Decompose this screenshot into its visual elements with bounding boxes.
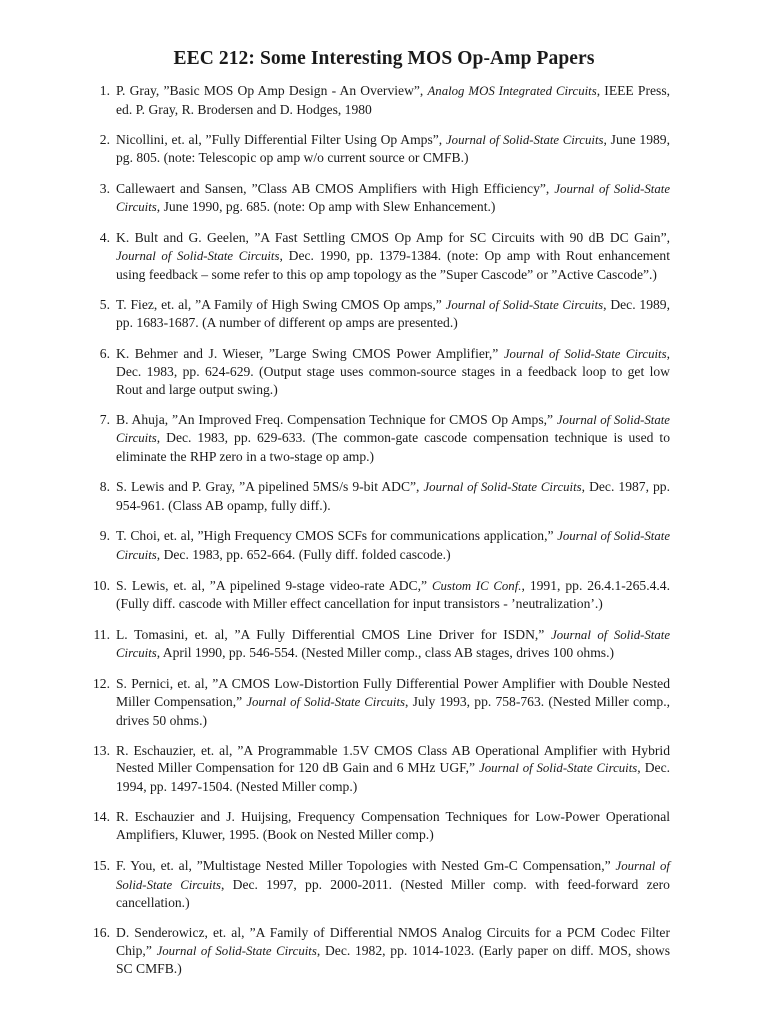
- item-number: 7.: [99, 411, 110, 427]
- item-details: , Dec. 1989, pp. 1683-1687. (A number of different op amps are presented.): [116, 296, 670, 331]
- list-item: [93, 742, 670, 796]
- item-details: , Dec. 1983, pp. 652-664. (Fully diff. folded cascode.): [156, 546, 451, 562]
- item-number: 1.: [99, 83, 110, 98]
- item-number: 3.: [99, 180, 110, 196]
- list-item: [93, 626, 670, 663]
- item-source: Journal of Solid-State Circuits: [116, 529, 670, 562]
- item-details: , July 1993, pp. 758-763. (Nested Miller comp., drives 50 ohms.): [116, 693, 671, 728]
- item-text: Callewaert and Sansen, ”Class AB CMOS Amplifiers with High Efficiency”,: [116, 180, 555, 196]
- item-details: , Dec. 1997, pp. 2000-2011. (Nested Miller comp. with feed-forward zero cancellation.): [116, 876, 670, 911]
- item-details: , 1991, pp. 26.4.1-265.4.4. (Fully diff. cascode with Miller effect cancellation for input transistors - ’neutralization’.): [116, 577, 670, 612]
- item-source: Analog MOS Integrated Circuits: [427, 84, 597, 98]
- item-number: 9.: [99, 528, 110, 544]
- item-number: 14.: [93, 809, 110, 825]
- item-text: F. You, et. al, ”Multistage Nested Miller Topologies with Nested Gm-C Compensation,”: [116, 857, 616, 873]
- item-number: 11.: [93, 626, 110, 642]
- item-source: Journal of Solid-State Circuits: [503, 346, 667, 361]
- item-source: Journal of Solid-State Circuits: [116, 181, 670, 215]
- list-item: [98, 229, 670, 283]
- list-item: [98, 527, 670, 564]
- item-source: Journal of Solid-State Circuits: [445, 297, 604, 312]
- item-details: , June 1989, pg. 805. (note: Telescopic op amp w/o current source or CMFB.): [116, 131, 670, 166]
- item-number: 15.: [93, 857, 110, 873]
- item-text: S. Pernici, et. al, ”A CMOS Low-Distortion Fully Differential Power Amplifier with Double Nested Miller Compensation,”: [116, 676, 670, 709]
- item-text: S. Lewis and P. Gray, ”A pipelined 5MS/s 9-bit ADC”,: [116, 479, 424, 495]
- item-text: S. Lewis, et. al, ”A pipelined 9-stage video-rate ADC,”: [116, 577, 432, 593]
- list-item: [98, 180, 670, 217]
- list-item: [98, 411, 670, 466]
- list-item: [93, 857, 670, 912]
- reference-list: [93, 82, 671, 978]
- item-details: , Dec. 1990, pp. 1379-1384. (note: Op amp with Rout enhancement using feedback – some refer to this op amp topology as the ”Super Cascode” or ”Active Cascode”.): [116, 247, 670, 282]
- item-text: K. Behmer and J. Wieser, ”Large Swing CMOS Power Amplifier,”: [116, 345, 504, 361]
- item-text: Nicollini, et. al, ”Fully Differential Filter Using Op Amps”,: [116, 131, 446, 147]
- item-text: P. Gray, ”Basic MOS Op Amp Design - An Overview”,: [116, 83, 428, 98]
- item-number: 6.: [99, 345, 110, 361]
- item-text: T. Choi, et. al, ”High Frequency CMOS SCFs for communications application,”: [116, 528, 558, 544]
- item-text: R. Eschauzier, et. al, ”A Programmable 1.5V CMOS Class AB Operational Amplifier with Hybrid Nested Miller Compensation for 120 dB Gain and 6 MHz UGF,”: [116, 742, 670, 776]
- item-number: 4.: [99, 230, 110, 246]
- item-number: 5.: [99, 296, 110, 312]
- list-item: [93, 924, 670, 978]
- list-item: [98, 82, 670, 118]
- list-item: [98, 131, 670, 167]
- item-details: , April 1990, pp. 546-554. (Nested Miller comp., class AB stages, drives 100 ohms.): [156, 645, 614, 661]
- item-details: , Dec. 1987, pp. 954-961. (Class AB opamp, fully diff.).: [116, 479, 670, 513]
- item-source: Journal of Solid-State Circuits: [116, 248, 280, 263]
- list-item: [98, 296, 670, 332]
- page-title: EEC 212: Some Interesting MOS Op-Amp Papers: [173, 48, 595, 69]
- item-number: 8.: [99, 479, 110, 495]
- item-details: , Dec. 1994, pp. 1497-1504. (Nested Miller comp.): [116, 760, 670, 794]
- item-number: 2.: [99, 131, 110, 147]
- item-source: Journal of Solid-State Circuits: [479, 761, 638, 776]
- list-item: [98, 478, 670, 514]
- item-text: D. Senderowicz, et. al, ”A Family of Differential NMOS Analog Circuits for a PCM Codec Filter Chip,”: [116, 925, 670, 958]
- item-text: R. Eschauzier and J. Huijsing, Frequency Compensation Techniques for Low-Power Operational Amplifiers, Kluwer, 1995. (Book on Nested Miller comp.): [116, 809, 670, 842]
- item-source: Journal of Solid-State Circuits: [116, 627, 670, 661]
- item-text: L. Tomasini, et. al, ”A Fully Differential CMOS Line Driver for ISDN,”: [116, 626, 552, 642]
- item-source: Journal of Solid-State Circuits: [445, 132, 604, 147]
- item-text: T. Fiez, et. al, ”A Family of High Swing CMOS Op amps,”: [116, 296, 446, 312]
- list-item: [93, 808, 670, 844]
- list-item: [93, 675, 671, 729]
- item-source: Journal of Solid-State Circuits: [246, 694, 406, 709]
- item-details: , June 1990, pg. 685. (note: Op amp with Slew Enhancement.): [156, 199, 496, 215]
- item-source: Journal of Solid-State Circuits: [116, 412, 670, 446]
- item-details: , Dec. 1983, pp. 629-633. (The common-gate cascode compensation technique is used to eliminate the RHP zero in a two-stage op amp.): [116, 430, 670, 465]
- item-text: K. Bult and G. Geelen, ”A Fast Settling CMOS Op Amp for SC Circuits with 90 dB DC Gain”,: [116, 230, 670, 246]
- item-details: , Dec. 1983, pp. 624-629. (Output stage uses common-source stages in a feedback loop to get low Rout and large output swing.): [116, 345, 671, 397]
- item-number: 13.: [93, 742, 110, 758]
- item-details: , Dec. 1982, pp. 1014-1023. (Early paper on diff. MOS, shows SC CMFB.): [116, 942, 670, 977]
- item-number: 12.: [93, 676, 110, 692]
- item-details: , IEEE Press, ed. P. Gray, R. Brodersen and D. Hodges, 1980: [116, 83, 671, 117]
- list-item: [93, 577, 670, 613]
- item-number: 10.: [93, 577, 110, 593]
- item-source: Journal of Solid-State Circuits: [116, 858, 670, 892]
- item-source: Journal of Solid-State Circuits: [156, 943, 317, 958]
- item-text: B. Ahuja, ”An Improved Freq. Compensation Technique for CMOS Op Amps,”: [116, 411, 557, 427]
- item-source: Journal of Solid-State Circuits: [423, 480, 582, 495]
- item-number: 16.: [93, 925, 110, 941]
- list-item: [98, 345, 670, 399]
- item-source: Custom IC Conf.: [431, 578, 522, 593]
